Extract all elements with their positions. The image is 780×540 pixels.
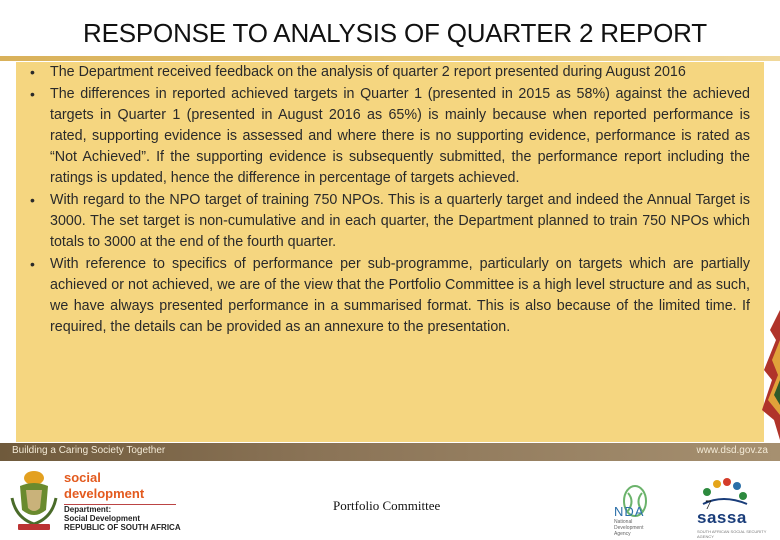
dept-line: REPUBLIC OF SOUTH AFRICA xyxy=(64,523,181,532)
footer-committee-label: Portfolio Committee xyxy=(333,498,441,513)
bullet-text: With regard to the NPO target of training 750 NPOs. This is a quarterly target and indeed the Annual Target is 3000. The set target is non-cumulative and in each quarter, the Department planned to train 750 NPOs which totals to 3000 at the end of the fourth quarter. xyxy=(50,192,750,250)
bullet-text: The differences in reported achieved targets in Quarter 1 (presented in 2015 as 58%) against the achieved targets in Quarter 1 (presented in August 2016 as 65%) is mainly because when reported performance is rated, supporting evidence is assessed and where there is no supporting evidence, performance is rated as “Not Achieved”. If the supporting evidence is subsequently submitted, the performance report including the ratings is updated, hence the difference in percentage of targets achieved. xyxy=(50,86,750,186)
bullet-item xyxy=(32,254,750,338)
dept-line: Department: xyxy=(64,505,112,514)
sassa-subtitle: SOUTH AFRICAN SOCIAL SECURITY AGENCY xyxy=(697,529,767,539)
bullet-icon: • xyxy=(30,192,35,208)
page-number: 7 xyxy=(705,497,712,512)
website-link[interactable]: www.dsd.gov.za xyxy=(696,445,768,456)
title-underline-rule xyxy=(0,56,780,61)
bullet-icon: • xyxy=(30,256,35,272)
bullet-list xyxy=(32,62,750,339)
coat-of-arms-icon xyxy=(6,468,62,534)
nda-label: NDA xyxy=(614,504,645,519)
sassa-label: sassa xyxy=(697,508,747,527)
slide-title: RESPONSE TO ANALYSIS OF QUARTER 2 REPORT xyxy=(83,18,707,48)
tagline-banner xyxy=(0,443,780,461)
decorative-art-icon xyxy=(752,300,780,440)
bullet-item xyxy=(32,84,750,189)
brand-name: social development xyxy=(64,470,176,505)
bullet-item xyxy=(32,62,750,83)
bullet-item xyxy=(32,190,750,253)
sassa-logo-icon xyxy=(693,474,753,510)
dept-line: Social Development xyxy=(64,514,141,523)
bullet-icon: • xyxy=(30,64,35,80)
bullet-icon: • xyxy=(30,86,35,102)
bullet-text: The Department received feedback on the analysis of quarter 2 report presented during August 2016 xyxy=(50,64,686,80)
bullet-text: With reference to specifics of performance per sub-programme, particularly on targets which are partially achieved or not achieved, we are of the view that the Portfolio Committee is a high level structure and as such, we have always presented performance in a summarised format. This is also because of the limited time. If required, the details can be provided as an annexure to the presentation. xyxy=(50,256,750,335)
social-development-logo xyxy=(64,470,184,532)
tagline-text: Building a Caring Society Together xyxy=(12,445,166,456)
nda-subtitle: National Development Agency xyxy=(614,519,644,537)
